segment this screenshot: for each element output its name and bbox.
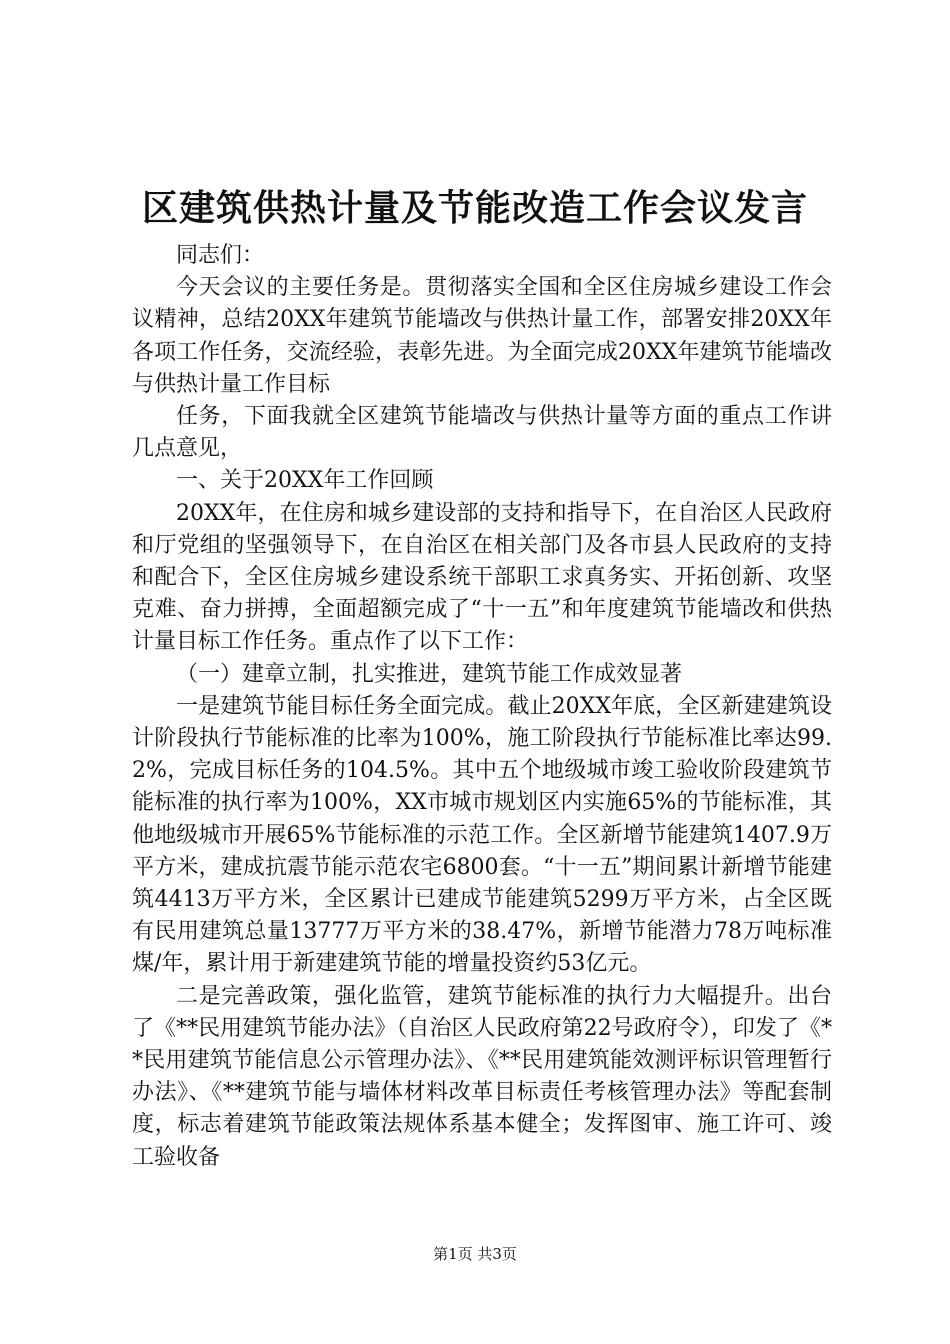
body-paragraph: 一是建筑节能目标任务全面完成。截止20XX年底，全区新建建筑设计阶段执行节能标准的比率为100%，施工阶段执行节能标准比率达99.2%，完成目标任务的104.5%。其中五个地级城市竣工验收阶段建筑节能标准的执行率为100%，XX市城市规划区内实施65%的节能标准，其他地级城市开展65%节能标准的示范工作。全区新增节能建筑1407.9万平方米，建成抗震节能示范农宅6800套。“十一五”期间累计新增节能建筑4413万平方米，全区累计已建成节能建筑5299万平方米，占全区既有民用建筑总量13777万平方米的38.47%，新增节能潜力78万吨标准煤/年，累计用于新建建筑节能的增量投资约53亿元。 <box>132 693 832 977</box>
document-body <box>132 240 832 1174</box>
body-paragraph: 二是完善政策，强化监管，建筑节能标准的执行力大幅提升。出台了《**民用建筑节能办法》（自治区人民政府第22号政府令），印发了《**民用建筑节能信息公示管理办法》、《**民用建筑能效测评标识管理暂行办法》、《**建筑节能与墙体材料改革目标责任考核管理办法》等配套制度，标志着建筑节能政策法规体系基本健全；发挥图审、施工许可、竣工验收备 <box>132 983 832 1170</box>
body-paragraph: 20XX年，在住房和城乡建设部的支持和指导下，在自治区人民政府和厅党组的坚强领导下，在自治区在相关部门及各市县人民政府的支持和配合下，全区住房城乡建设系统干部职工求真务实、开拓创新、攻坚克难、奋力拼搏，全面超额完成了“十一五”和年度建筑节能墙改和供热计量目标工作任务。重点作了以下工作： <box>132 500 832 655</box>
body-paragraph: 今天会议的主要任务是。贯彻落实全国和全区住房城乡建设工作会议精神，总结20XX年建筑节能墙改与供热计量工作，部署安排20XX年各项工作任务，交流经验，表彰先进。为全面完成20XX年建筑节能墙改与供热计量工作目标 <box>132 275 832 397</box>
subsection-heading: （一）建章立制，扎实推进，建筑节能工作成效显著 <box>176 661 683 687</box>
body-paragraph: 任务，下面我就全区建筑节能墙改与供热计量等方面的重点工作讲几点意见， <box>132 404 832 462</box>
page-footer: 第1页 共3页 <box>433 1245 517 1263</box>
document-title: 区建筑供热计量及节能改造工作会议发言 <box>141 187 808 229</box>
salutation-paragraph: 同志们： <box>176 243 265 268</box>
section-heading: 一、关于20XX年工作回顾 <box>176 468 434 494</box>
